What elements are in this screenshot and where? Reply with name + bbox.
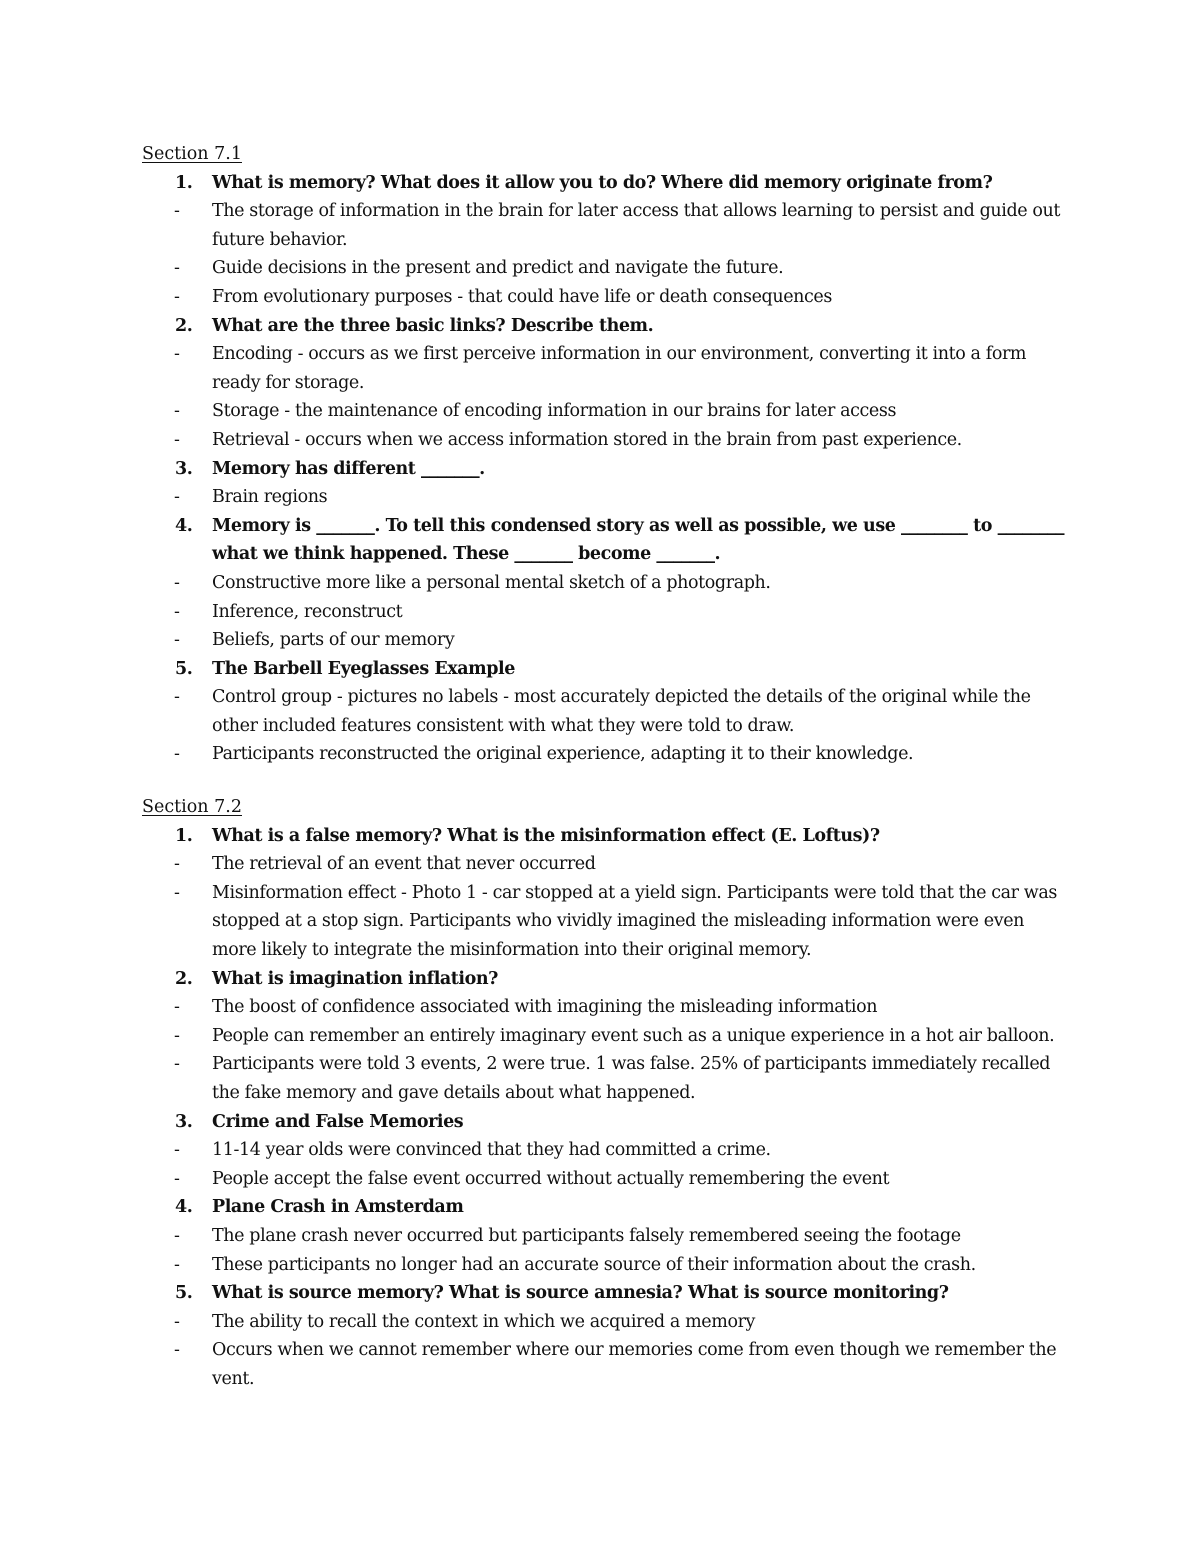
dash-bullet: - bbox=[174, 854, 180, 875]
answer-text: Inference, reconstruct bbox=[212, 601, 403, 622]
answer-item bbox=[142, 1165, 1072, 1194]
answer-item bbox=[142, 483, 1072, 512]
dash-bullet: - bbox=[174, 1340, 180, 1361]
dash-bullet: - bbox=[174, 1225, 180, 1246]
dash-bullet: - bbox=[174, 1311, 180, 1332]
question-number: 1. bbox=[175, 825, 193, 846]
answer-text: The boost of confidence associated with imagining the misleading information bbox=[212, 997, 878, 1018]
question-number: 2. bbox=[175, 968, 193, 989]
answer-item bbox=[142, 197, 1072, 254]
answer-text: The storage of information in the brain for later access that allows learning to persist and guide out future behavior. bbox=[212, 201, 1061, 250]
answer-item bbox=[142, 254, 1072, 283]
question-number: 3. bbox=[175, 458, 193, 479]
answer-list bbox=[142, 1222, 1072, 1279]
answer-item bbox=[142, 993, 1072, 1022]
answer-item bbox=[142, 1308, 1072, 1337]
answer-list bbox=[142, 569, 1072, 655]
question-text: What is source memory? What is source amnesia? What is source monitoring? bbox=[212, 1283, 949, 1304]
dash-bullet: - bbox=[174, 1025, 180, 1046]
question-number: 5. bbox=[175, 1283, 193, 1304]
answer-text: Control group - pictures no labels - most accurately depicted the details of the original while the other included features consistent with what they were told to draw. bbox=[212, 687, 1031, 736]
question-list bbox=[142, 169, 1072, 769]
answer-text: These participants no longer had an accurate source of their information about the crash. bbox=[212, 1254, 976, 1275]
answer-item bbox=[142, 879, 1072, 965]
answer-item bbox=[142, 283, 1072, 312]
question-text: What is a false memory? What is the misinformation effect (E. Loftus)? bbox=[212, 825, 880, 846]
answer-text: Participants reconstructed the original experience, adapting it to their knowledge. bbox=[212, 744, 914, 765]
answer-list bbox=[142, 850, 1072, 964]
answer-text: Brain regions bbox=[212, 487, 328, 508]
question-number: 5. bbox=[175, 658, 193, 679]
question-text: Plane Crash in Amsterdam bbox=[212, 1197, 464, 1218]
question-item bbox=[142, 1108, 1072, 1194]
document-page bbox=[142, 140, 1072, 1394]
answer-text: Beliefs, parts of our memory bbox=[212, 630, 455, 651]
answer-text: Encoding - occurs as we first perceive information in our environment, converting it into a form ready for storage. bbox=[212, 344, 1027, 393]
answer-text: The retrieval of an event that never occurred bbox=[212, 854, 596, 875]
answer-text: Participants were told 3 events, 2 were true. 1 was false. 25% of participants immediately recalled the fake memory and gave details about what happened. bbox=[212, 1054, 1051, 1103]
answer-item bbox=[142, 626, 1072, 655]
answer-text: From evolutionary purposes - that could have life or death consequences bbox=[212, 286, 832, 307]
section-7-2 bbox=[142, 793, 1072, 1393]
dash-bullet: - bbox=[174, 882, 180, 903]
answer-list bbox=[142, 683, 1072, 769]
section-title: Section 7.1 bbox=[142, 144, 242, 164]
answer-item bbox=[142, 426, 1072, 455]
answer-text: Constructive more like a personal mental sketch of a photograph. bbox=[212, 572, 771, 593]
question-item bbox=[142, 455, 1072, 512]
dash-bullet: - bbox=[174, 1254, 180, 1275]
question-number: 1. bbox=[175, 172, 193, 193]
answer-text: 11-14 year olds were convinced that they had committed a crime. bbox=[212, 1140, 771, 1161]
question-item bbox=[142, 655, 1072, 769]
answer-item bbox=[142, 1222, 1072, 1251]
answer-list bbox=[142, 1136, 1072, 1193]
answer-list bbox=[142, 1308, 1072, 1394]
question-number: 2. bbox=[175, 315, 193, 336]
answer-item bbox=[142, 850, 1072, 879]
dash-bullet: - bbox=[174, 997, 180, 1018]
answer-item bbox=[142, 1336, 1072, 1393]
question-item bbox=[142, 822, 1072, 965]
dash-bullet: - bbox=[174, 201, 180, 222]
answer-list bbox=[142, 340, 1072, 454]
question-item bbox=[142, 1279, 1072, 1393]
question-text: Crime and False Memories bbox=[212, 1111, 464, 1132]
question-item bbox=[142, 312, 1072, 455]
question-text: What is imagination inflation? bbox=[212, 968, 498, 989]
dash-bullet: - bbox=[174, 344, 180, 365]
answer-item bbox=[142, 1136, 1072, 1165]
dash-bullet: - bbox=[174, 572, 180, 593]
answer-item bbox=[142, 740, 1072, 769]
answer-text: The plane crash never occurred but participants falsely remembered seeing the footage bbox=[212, 1225, 961, 1246]
answer-item bbox=[142, 683, 1072, 740]
dash-bullet: - bbox=[174, 1168, 180, 1189]
answer-list bbox=[142, 197, 1072, 311]
answer-text: Storage - the maintenance of encoding information in our brains for later access bbox=[212, 401, 897, 422]
section-7-1 bbox=[142, 140, 1072, 769]
question-item bbox=[142, 512, 1072, 655]
answer-item bbox=[142, 1050, 1072, 1107]
answer-text: Occurs when we cannot remember where our memories come from even though we remember the vent. bbox=[212, 1340, 1057, 1389]
answer-item bbox=[142, 569, 1072, 598]
question-text: Memory has different _______. bbox=[212, 458, 485, 479]
dash-bullet: - bbox=[174, 601, 180, 622]
question-number: 4. bbox=[175, 515, 193, 536]
dash-bullet: - bbox=[174, 1054, 180, 1075]
dash-bullet: - bbox=[174, 429, 180, 450]
answer-text: Guide decisions in the present and predict and navigate the future. bbox=[212, 258, 784, 279]
answer-list bbox=[142, 993, 1072, 1107]
answer-text: People accept the false event occurred without actually remembering the event bbox=[212, 1168, 890, 1189]
dash-bullet: - bbox=[174, 286, 180, 307]
dash-bullet: - bbox=[174, 744, 180, 765]
question-item bbox=[142, 965, 1072, 1108]
dash-bullet: - bbox=[174, 401, 180, 422]
answer-item bbox=[142, 397, 1072, 426]
question-text: The Barbell Eyeglasses Example bbox=[212, 658, 515, 679]
answer-text: Retrieval - occurs when we access information stored in the brain from past experience. bbox=[212, 429, 962, 450]
dash-bullet: - bbox=[174, 487, 180, 508]
question-item bbox=[142, 1193, 1072, 1279]
dash-bullet: - bbox=[174, 258, 180, 279]
dash-bullet: - bbox=[174, 687, 180, 708]
answer-item bbox=[142, 1022, 1072, 1051]
answer-item bbox=[142, 598, 1072, 627]
question-text: What are the three basic links? Describe them. bbox=[212, 315, 654, 336]
answer-item bbox=[142, 340, 1072, 397]
section-title: Section 7.2 bbox=[142, 797, 242, 818]
dash-bullet: - bbox=[174, 1140, 180, 1161]
answer-list bbox=[142, 483, 1072, 512]
question-list bbox=[142, 822, 1072, 1394]
answer-text: People can remember an entirely imaginary event such as a unique experience in a hot air balloon. bbox=[212, 1025, 1055, 1046]
question-text: Memory is _______. To tell this condensed story as well as possible, we use ________ to ________ what we think happened. These _______ become _______. bbox=[212, 515, 1064, 565]
answer-item bbox=[142, 1251, 1072, 1280]
dash-bullet: - bbox=[174, 630, 180, 651]
question-item bbox=[142, 169, 1072, 312]
question-text: What is memory? What does it allow you to do? Where did memory originate from? bbox=[212, 172, 993, 193]
answer-text: The ability to recall the context in which we acquired a memory bbox=[212, 1311, 756, 1332]
question-number: 4. bbox=[175, 1197, 193, 1218]
answer-text: Misinformation effect - Photo 1 - car stopped at a yield sign. Participants were told that the car was stopped at a stop sign. Participants who vividly imagined the misleading information were even more likely to integrate the misinformation into their original memory. bbox=[212, 882, 1057, 961]
question-number: 3. bbox=[175, 1111, 193, 1132]
